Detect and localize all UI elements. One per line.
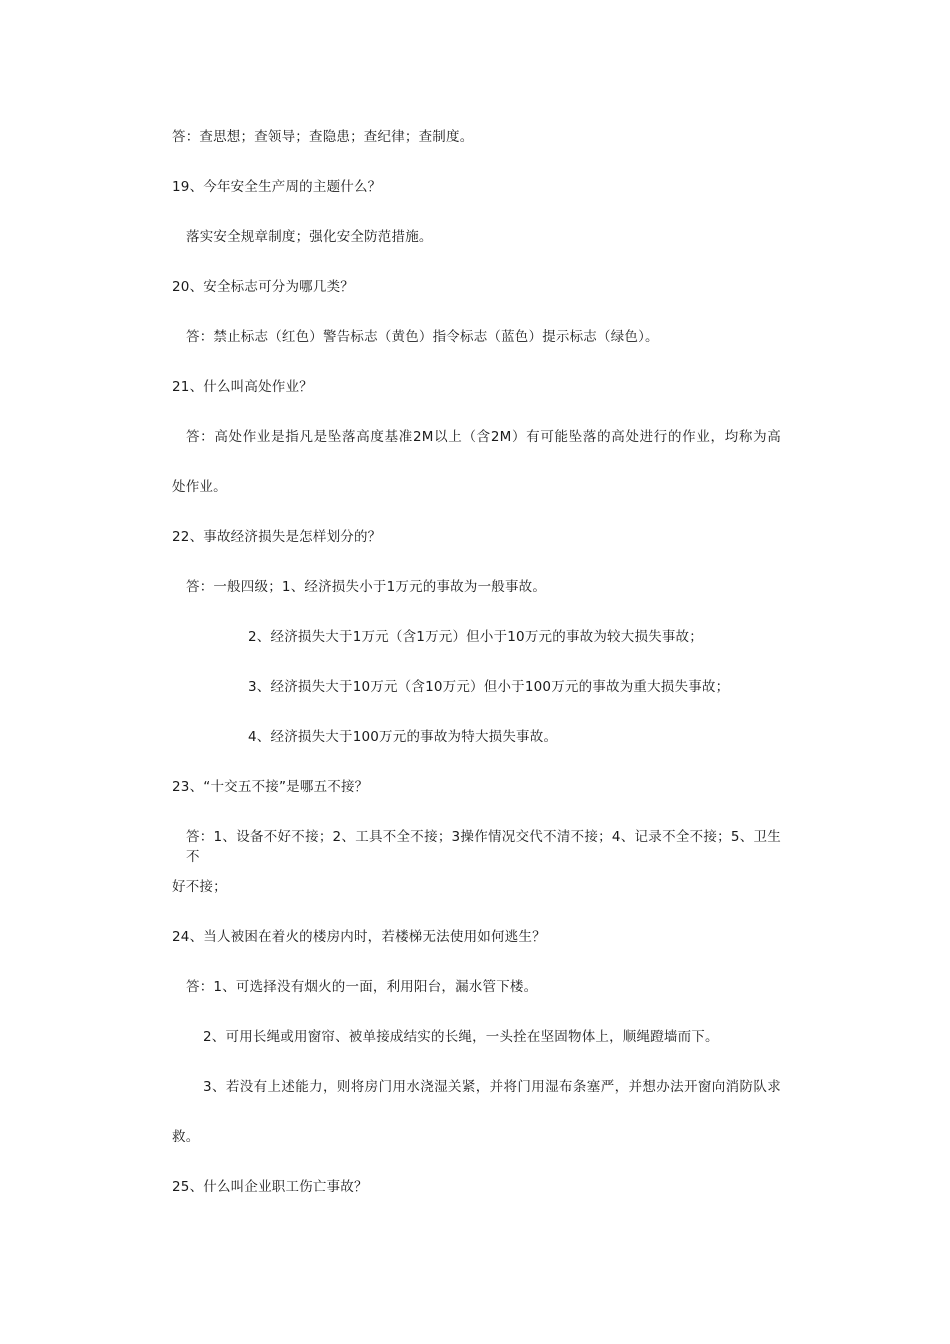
answer-20-text: 答：禁止标志（红色）警告标志（黄色）指令标志（蓝色）提示标志（绿色）。 bbox=[186, 329, 659, 345]
answer-21-line-1: 答：高处作业是指凡是坠落高度基准2M以上（含2M）有可能坠落的高处进行的作业，均称为高 bbox=[186, 429, 781, 445]
answer-23-line-2: 好不接； bbox=[172, 879, 227, 895]
question-21: 21、什么叫高处作业？ bbox=[172, 379, 313, 395]
answer-22-line-2: 2、经济损失大于1万元（含1万元）但小于10万元的事故为较大损失事故； bbox=[248, 629, 703, 645]
answer-23-line-1: 答：1、设备不好不接；2、工具不全不接；3操作情况交代不清不接；4、记录不全不接；5、卫生不 bbox=[186, 829, 781, 865]
question-20: 20、安全标志可分为哪几类？ bbox=[172, 279, 354, 295]
answer-24-line-4: 救。 bbox=[172, 1129, 200, 1145]
question-19: 19、今年安全生产周的主题什么？ bbox=[172, 179, 382, 195]
question-22: 22、事故经济损失是怎样划分的？ bbox=[172, 529, 382, 545]
answer-24-line-2: 2、可用长绳或用窗帘、被单接成结实的长绳，一头拴在坚固物体上，顺绳蹬墙而下。 bbox=[203, 1029, 719, 1045]
answer-19-text: 落实安全规章制度；强化安全防范措施。 bbox=[186, 229, 433, 245]
answer-21-line-2: 处作业。 bbox=[172, 479, 227, 495]
question-25: 25、什么叫企业职工伤亡事故？ bbox=[172, 1179, 368, 1195]
answer-24-line-1: 答：1、可选择没有烟火的一面，利用阳台，漏水管下楼。 bbox=[186, 979, 538, 995]
question-24: 24、当人被困在着火的楼房内时，若楼梯无法使用如何逃生？ bbox=[172, 929, 546, 945]
answer-18-text: 答：查思想；查领导；查隐患；查纪律；查制度。 bbox=[172, 129, 474, 145]
answer-22-line-3: 3、经济损失大于10万元（含10万元）但小于100万元的事故为重大损失事故； bbox=[248, 679, 730, 695]
answer-22-line-4: 4、经济损失大于100万元的事故为特大损失事故。 bbox=[248, 729, 558, 745]
question-23: 23、“十交五不接”是哪五不接？ bbox=[172, 779, 369, 795]
answer-22-line-1: 答：一般四级；1、经济损失小于1万元的事故为一般事故。 bbox=[186, 579, 547, 595]
answer-24-line-3: 3、若没有上述能力，则将房门用水浇湿关紧，并将门用湿布条塞严，并想办法开窗向消防队求 bbox=[203, 1079, 781, 1095]
